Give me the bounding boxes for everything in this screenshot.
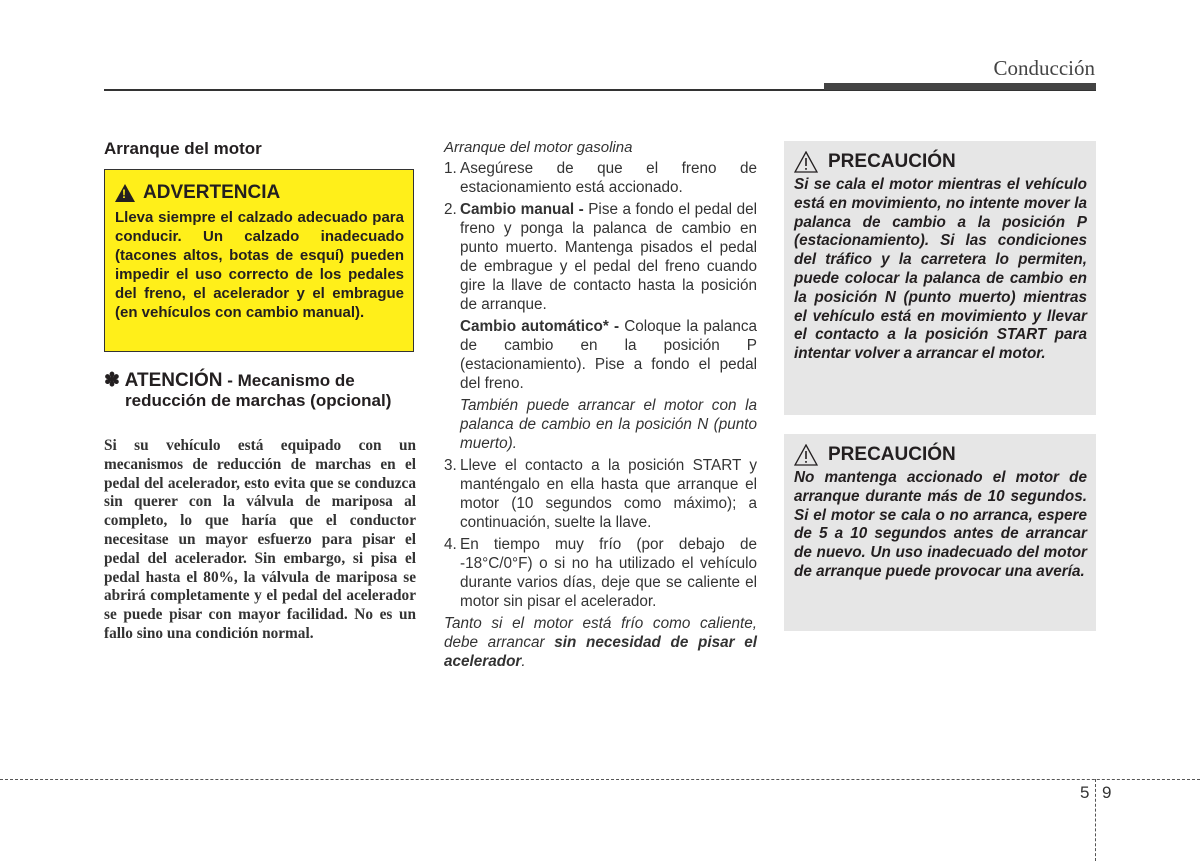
attention-subtitle-rest: reducción de marchas (opcional) [125,391,392,410]
heading-arranque: Arranque del motor [104,139,262,158]
step-number: 1. [444,160,457,177]
section-title: Conducción [993,56,1095,80]
caution-triangle-icon [794,444,818,466]
step-text: Pise a fondo el pedal del freno y ponga la palanca de cambio en punto muerto. Mantenga pisados el pedal de embrague y el pedal del freno cuando gire la llave de contacto hasta la posición de arranque. [460,201,757,313]
warning-box [104,169,414,352]
caution-title-text: PRECAUCIÓN [828,151,956,172]
step-text: Lleve el contacto a la posición START y manténgalo en ella hasta que arranque el motor (10 segundos como máximo); a continuación, suelte la llave. [460,457,757,531]
footer-rule [0,779,1200,780]
caution-triangle-icon [794,151,818,173]
auto-label: Cambio automático* - [460,318,620,335]
caution-body: No mantenga accionado el motor de arranque durante más de 10 segundos. Si el motor se cala o no arranca, espere de 5 a 10 segundos antes de arrancar de nuevo. Un uso inadecuado del motor de arranque puede provocar una avería. [794,469,1087,580]
closing-emphasis: sin necesidad de pisar el acelerador [444,634,757,670]
step-item [444,456,757,532]
warning-title [115,182,404,204]
warning-title-text: ADVERTENCIA [143,182,281,203]
page-number: 9 [1102,783,1112,802]
auto-note: También puede arrancar el motor con la palanca de cambio en la posición N (punto muerto). [460,397,757,452]
caution-body: Si se cala el motor mientras el vehículo está en movimiento, no intente mover la palanca de cambio a la posición P (estacionamiento). Si las condiciones del tráfico y la carretera lo permiten, puede colocar la palanca de cambio en la posición N (punto muerto) mientras el vehículo está en movimiento y llevar el contacto a la posición START para intentar volver a arrancar el motor. [794,176,1087,363]
caution-box [784,434,1096,631]
step-number: 3. [444,457,457,474]
subheading-gasolina: Arranque del motor gasolina [444,139,633,156]
caution-title [794,151,1087,173]
header-rule-accent [824,83,1096,90]
footer-divider [1095,779,1096,861]
step-item [444,159,757,197]
caution-box [784,141,1096,415]
step-label: Cambio manual - [460,201,584,218]
warning-triangle-icon [115,184,135,202]
closing-end: . [521,653,526,670]
step-number: 4. [444,536,457,553]
step-item [444,200,757,314]
auto-text: Coloque la palanca de cambio en la posición P (estacionamiento). Pise a fondo el pedal del freno. [460,318,757,392]
attention-subtitle-first: - Mecanismo de [227,371,355,390]
step-text: En tiempo muy frío (por debajo de -18°C/0°F) o si no ha utilizado el vehículo durante varios días, deje que se caliente el motor sin pisar el acelerador. [460,536,757,610]
auto-paragraph [444,317,757,393]
closing-text: Tanto si el motor está frío como caliente, debe arrancar [444,615,757,651]
attention-body: Si su vehículo está equipado con un mecanismos de reducción de marchas en el pedal del acelerador, esto evita que se conduzca sin querer con la válvula de mariposa al completo, lo que haría que el conductor necesitase un mayor esfuerzo para pisar el pedal del acelerador. Sin embargo, si pisa el pedal hasta el 80%, la válvula de mariposa se abrirá completamente y el pedal del acelerador se puede pisar con mayor facilidad. No es un fallo sino una condición normal. [104,437,416,642]
steps-list [444,159,757,671]
warning-body: Lleva siempre el calzado adecuado para conducir. Un calzado inadecuado (tacones altos, botas de esquí) pueden impedir el uso correcto de los pedales del freno, el acelerador y el embrague (en vehículos con cambio manual). [115,209,404,321]
attention-heading [104,371,414,411]
chapter-number: 5 [1080,783,1090,802]
asterisk-icon: ✽ [104,370,120,391]
caution-title-text: PRECAUCIÓN [828,444,956,465]
caution-title [794,444,1087,466]
step-item [444,535,757,611]
closing-note [444,614,757,671]
step-number: 2. [444,201,457,218]
attention-title: ATENCIÓN [124,370,223,391]
step-text: Asegúrese de que el freno de estacionamiento está accionado. [460,160,757,196]
